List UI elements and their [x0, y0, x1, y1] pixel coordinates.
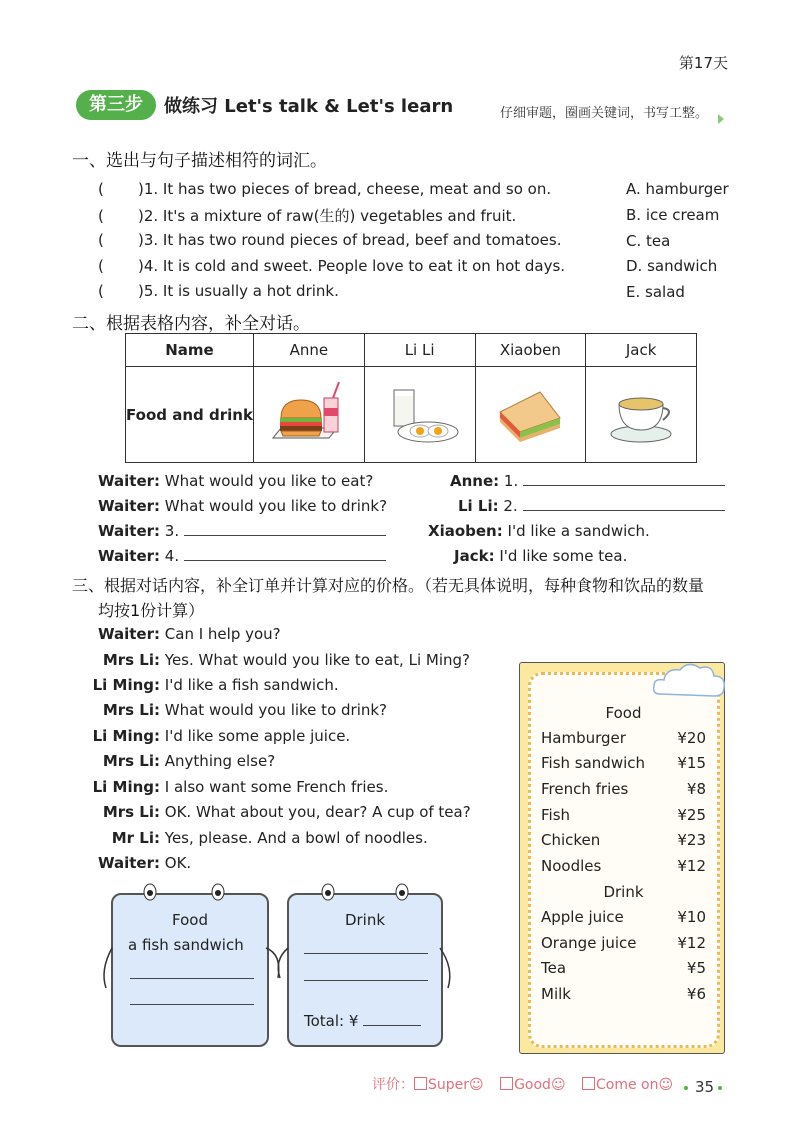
answer-blank-1[interactable] [523, 485, 725, 486]
checkbox-good[interactable] [500, 1077, 513, 1090]
answer-blank-2[interactable] [523, 510, 725, 511]
tip-text: 仔细审题，圈画关键词，书写工整。 [499, 106, 708, 121]
cloud-icon [650, 658, 730, 702]
dialog-line: Waiter: 3. [98, 522, 386, 540]
table-header-lili: Li Li [364, 334, 475, 367]
tip-arrow-icon [718, 114, 724, 124]
option-e: E. salad [626, 283, 685, 301]
option-b: B. ice cream [626, 206, 720, 224]
table-header-anne: Anne [254, 334, 365, 367]
step-badge: 第三步 [76, 90, 156, 120]
dialog-line: Waiter: What would you like to eat? [98, 472, 374, 490]
menu-food-title: Food [605, 704, 642, 722]
dialog-line: Li Ming: I'd like some apple juice. [92, 727, 351, 745]
menu-item: Chicken ¥23 [541, 831, 706, 849]
dialog-line: Anne: 1. [450, 472, 725, 490]
table-header-jack: Jack [586, 334, 697, 367]
total-blank[interactable] [363, 1025, 421, 1026]
order-drink-blank[interactable] [304, 953, 428, 954]
option-c: C. tea [626, 232, 671, 250]
table-header-xiaoben: Xiaoben [475, 334, 586, 367]
menu-item: French fries ¥8 [541, 780, 706, 798]
dialog-line: Waiter: OK. [97, 854, 192, 872]
option-d: D. sandwich [626, 257, 718, 275]
question-row: ( )2. It's a mixture of raw(生的) vegetables and fruit. [98, 207, 517, 225]
order-drink-title: Drink [344, 911, 386, 929]
section1-heading: 一、选出与句子描述相符的词汇。 [72, 151, 327, 171]
dialog-line: Waiter: What would you like to drink? [98, 497, 388, 515]
question-row: ( )3. It has two round pieces of bread, beef and tomatoes. [98, 231, 562, 249]
dialog-line: Li Li: 2. [458, 497, 725, 515]
food-drink-table [125, 333, 697, 463]
menu-item: Noodles ¥12 [541, 857, 706, 875]
question-row: ( )1. It has two pieces of bread, cheese, meat and so on. [98, 180, 552, 198]
section3-heading: 三、根据对话内容，补全订单并计算对应的价格。（若无具体说明，每种食物和饮品的数量 [72, 576, 705, 595]
dialog-line: Mrs Li: OK. What about you, dear? A cup of tea? [102, 803, 471, 821]
table-row-label: Food and drink [126, 367, 254, 463]
evaluation-label: 评价： [372, 1077, 414, 1093]
checkbox-come-on[interactable] [582, 1077, 595, 1090]
order-drink-blank[interactable] [304, 980, 428, 981]
menu-item: Tea ¥5 [541, 959, 706, 977]
section2-heading: 二、根据表格内容，补全对话。 [72, 314, 310, 334]
answer-blank-3[interactable] [184, 535, 386, 536]
menu-drink-title: Drink [603, 883, 644, 901]
order-total: Total: ¥ [304, 1012, 421, 1030]
super-face-icon: ☺ [469, 1077, 484, 1093]
menu-item: Apple juice ¥10 [541, 908, 706, 926]
question-row: ( )4. It is cold and sweet. People love to eat it on hot days. [98, 257, 566, 275]
step-title: 做练习 Let's talk & Let's learn [164, 96, 454, 117]
page-number: 35 [695, 1078, 715, 1096]
menu-item: Fish ¥25 [541, 806, 706, 824]
dot-icon [684, 1086, 688, 1090]
order-food-blank[interactable] [130, 978, 254, 979]
dot-icon [718, 1086, 722, 1090]
milk-eggs-icon [364, 367, 475, 463]
dialog-line: Mr Li: Yes, please. And a bowl of noodles. [111, 829, 428, 847]
dialog-line: Li Ming: I'd like a fish sandwich. [92, 676, 339, 694]
dialog-line: Xiaoben: I'd like a sandwich. [428, 522, 650, 540]
evaluation-bar: 评价： Super☺ Good☺ Come on☺ [372, 1077, 674, 1093]
dialog-line: Li Ming: I also want some French fries. [92, 778, 389, 796]
dialog-line: Waiter: 4. [98, 547, 386, 565]
menu-item: Fish sandwich ¥15 [541, 754, 706, 772]
dialog-line: Jack: I'd like some tea. [454, 547, 628, 565]
dialog-line: Waiter: Can I help you? [97, 625, 281, 643]
order-food-filled: a fish sandwich [128, 936, 244, 954]
option-a: A. hamburger [626, 180, 729, 198]
dialog-line: Mrs Li: Anything else? [102, 752, 276, 770]
order-food-blank[interactable] [130, 1004, 254, 1005]
sandwich-icon [475, 367, 586, 463]
table-header-name: Name [126, 334, 254, 367]
tea-cup-icon [586, 367, 697, 463]
order-food-title: Food [172, 911, 208, 929]
question-row: ( )5. It is usually a hot drink. [98, 282, 339, 300]
answer-blank-4[interactable] [184, 560, 386, 561]
come-on-face-icon: ☺ [658, 1077, 674, 1093]
section3-heading-cont: 均按1份计算） [98, 601, 205, 620]
dialog-line: Mrs Li: Yes. What would you like to eat, Li Ming? [102, 651, 470, 669]
checkbox-super[interactable] [414, 1077, 427, 1090]
hamburger-drink-icon [254, 367, 365, 463]
menu-item: Orange juice ¥12 [541, 934, 706, 952]
menu-item: Milk ¥6 [541, 985, 706, 1003]
good-face-icon: ☺ [550, 1077, 566, 1093]
menu-item: Hamburger ¥20 [541, 729, 706, 747]
day-label: 第17天 [678, 54, 728, 72]
dialog-line: Mrs Li: What would you like to drink? [102, 701, 388, 719]
